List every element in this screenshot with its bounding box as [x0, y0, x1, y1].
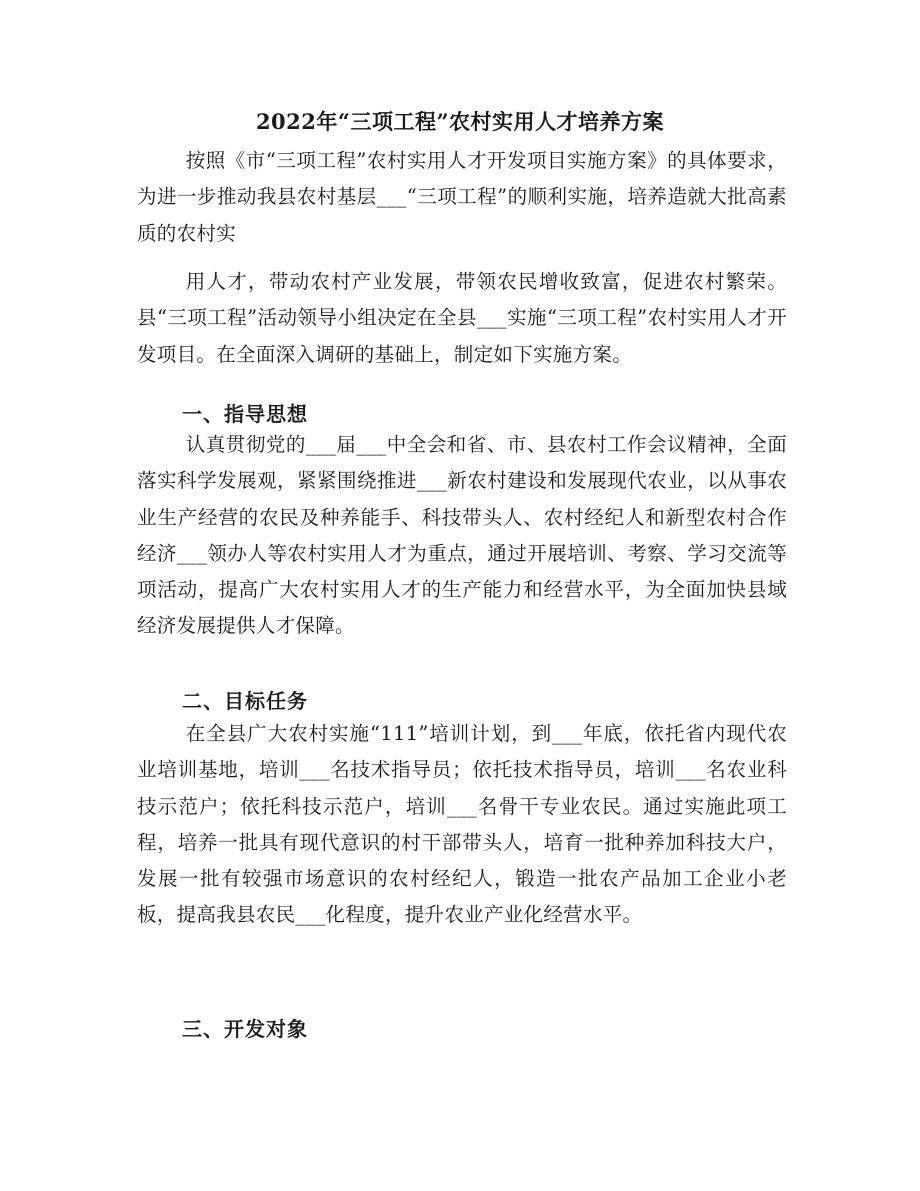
intro-paragraph-2: 用人才，带动农村产业发展，带领农民增收致富，促进农村繁荣。县“三项工程”活动领导小组决定在全县___实施“三项工程”农村实用人才开发项目。在全面深入调研的基础上，制定如下实施方案。	[137, 270, 787, 366]
section-heading-development-targets: 三、开发对象	[182, 1017, 308, 1041]
document-title: 2022年“三项工程”农村实用人才培养方案	[255, 109, 665, 134]
section-body-goals-tasks: 在全县广大农村实施“111”培训计划，到___年底，依托省内现代农业培训基地，培训___名技术指导员；依托技术指导员，培训___名农业科技示范户；依托科技示范户，培训___名骨干专业农民。通过实施此项工程，培养一批具有现代意识的村干部带头人，培育一批种养加科技大户，发展一批有较强市场意识的农村经纪人，锻造一批农产品加工企业小老板，提高我县农民___化程度，提升农业产业化经营水平。	[137, 722, 787, 927]
section-body-guiding-ideology: 认真贯彻党的___届___中全会和省、市、县农村工作会议精神，全面落实科学发展观，紧紧围绕推进___新农村建设和发展现代农业，以从事农业生产经营的农民及种养能手、科技带头人、农村经纪人和新型农村合作经济___领办人等农村实用人才为重点，通过开展培训、考察、学习交流等项活动，提高广大农村实用人才的生产能力和经营水平，为全面加快县域经济发展提供人才保障。	[137, 433, 787, 638]
section-heading-goals-tasks: 二、目标任务	[182, 689, 308, 713]
section-heading-guiding-ideology: 一、指导思想	[182, 402, 308, 426]
intro-paragraph-1: 按照《市“三项工程”农村实用人才开发项目实施方案》的具体要求，为进一步推动我县农村基层___“三项工程”的顺利实施，培养造就大批高素质的农村实	[137, 149, 787, 245]
